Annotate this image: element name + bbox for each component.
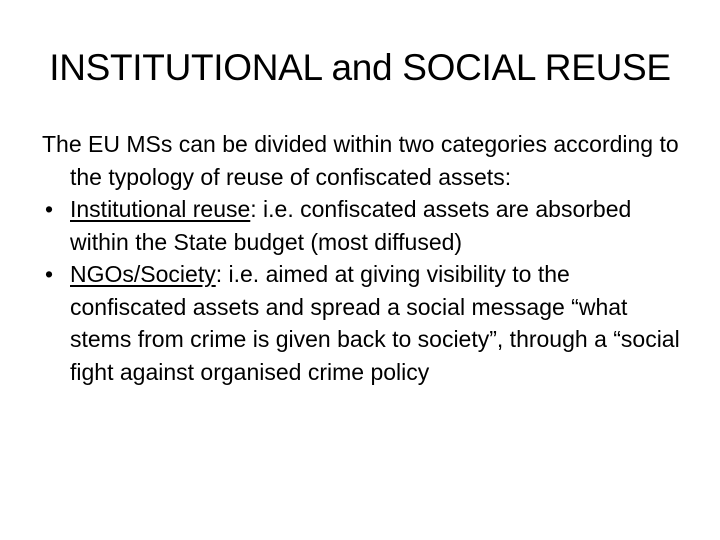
bullet-dot-icon: • bbox=[44, 261, 54, 287]
bullet-term: Institutional reuse bbox=[70, 196, 251, 222]
bullet-list bbox=[42, 193, 682, 388]
intro-paragraph: The EU MSs can be divided within two categories according to the typology of reuse of confiscated assets: bbox=[42, 131, 679, 190]
slide-body bbox=[42, 128, 682, 388]
slide-title: INSTITUTIONAL and SOCIAL REUSE bbox=[49, 47, 671, 88]
bullet-text: : i.e. confiscated assets are absorbed within the State budget (most diffused) bbox=[70, 196, 632, 255]
bullet-ngos-society bbox=[42, 258, 682, 388]
bullet-term: NGOs/Society bbox=[70, 261, 216, 287]
bullet-text: : i.e. aimed at giving visibility to the confiscated assets and spread a social message “what stems from crime is given back to society”, through a “social fight against organised crime policy bbox=[70, 261, 680, 385]
bullet-dot-icon: • bbox=[44, 196, 54, 222]
bullet-institutional-reuse bbox=[42, 193, 682, 258]
